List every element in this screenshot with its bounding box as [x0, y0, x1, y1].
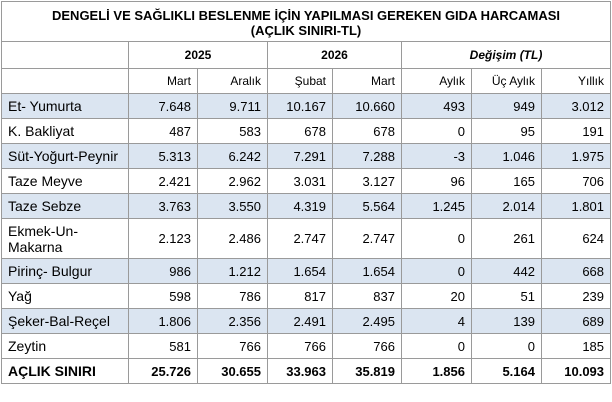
- table-title-line-2: (AÇLIK SINIRI-TL): [250, 22, 362, 38]
- header-empty-cell: [2, 42, 129, 69]
- row-label: Ekmek-Un-Makarna: [2, 219, 129, 259]
- row-label: Şeker-Bal-Reçel: [2, 309, 129, 334]
- cell-value: 7.648: [129, 94, 198, 119]
- cell-value: 3.550: [198, 194, 268, 219]
- table-row: [2, 219, 611, 259]
- subheader-uc-aylik: Üç Aylık: [472, 69, 542, 94]
- hunger-line-table-container: [1, 1, 611, 400]
- total-row: [2, 359, 611, 384]
- cell-value: 20: [402, 284, 472, 309]
- group-header-row: [2, 42, 611, 69]
- cell-value: 95: [472, 119, 542, 144]
- cell-value: 2.747: [333, 219, 402, 259]
- cell-value: 678: [333, 119, 402, 144]
- cell-value: 668: [542, 259, 611, 284]
- subheader-2026-subat: Şubat: [268, 69, 333, 94]
- cell-value: 10.660: [333, 94, 402, 119]
- cell-value: 7.288: [333, 144, 402, 169]
- cell-value: 5.564: [333, 194, 402, 219]
- row-label: Zeytin: [2, 334, 129, 359]
- hunger-line-table: [1, 1, 611, 384]
- cell-value: 0: [402, 119, 472, 144]
- cell-value: 1.654: [268, 259, 333, 284]
- cell-value: 2.123: [129, 219, 198, 259]
- header-2025: 2025: [129, 42, 268, 69]
- row-label: Yağ: [2, 284, 129, 309]
- header-change: Değişim (TL): [402, 42, 611, 69]
- total-label: AÇLIK SINIRI: [2, 359, 129, 384]
- total-value: 33.963: [268, 359, 333, 384]
- cell-value: 1.212: [198, 259, 268, 284]
- subheader-2025-mart: Mart: [129, 69, 198, 94]
- total-value: 35.819: [333, 359, 402, 384]
- row-label: Et- Yumurta: [2, 94, 129, 119]
- subheader-aylik: Aylık: [402, 69, 472, 94]
- cell-value: 3.012: [542, 94, 611, 119]
- subheader-empty-cell: [2, 69, 129, 94]
- cell-value: 1.245: [402, 194, 472, 219]
- cell-value: 0: [402, 334, 472, 359]
- table-row: [2, 169, 611, 194]
- cell-value: 493: [402, 94, 472, 119]
- cell-value: 766: [333, 334, 402, 359]
- cell-value: 1.046: [472, 144, 542, 169]
- cell-value: 706: [542, 169, 611, 194]
- cell-value: 0: [402, 259, 472, 284]
- row-label: Süt-Yoğurt-Peynir: [2, 144, 129, 169]
- cell-value: 598: [129, 284, 198, 309]
- cell-value: 5.313: [129, 144, 198, 169]
- cell-value: 7.291: [268, 144, 333, 169]
- cell-value: 2.747: [268, 219, 333, 259]
- row-label: K. Bakliyat: [2, 119, 129, 144]
- cell-value: 165: [472, 169, 542, 194]
- cell-value: 817: [268, 284, 333, 309]
- table-row: [2, 94, 611, 119]
- cell-value: 191: [542, 119, 611, 144]
- table-row: [2, 284, 611, 309]
- total-value: 1.856: [402, 359, 472, 384]
- subheader-row: [2, 69, 611, 94]
- cell-value: 766: [198, 334, 268, 359]
- cell-value: 9.711: [198, 94, 268, 119]
- table-row: [2, 144, 611, 169]
- cell-value: 766: [268, 334, 333, 359]
- cell-value: 786: [198, 284, 268, 309]
- total-value: 25.726: [129, 359, 198, 384]
- cell-value: 6.242: [198, 144, 268, 169]
- cell-value: 1.801: [542, 194, 611, 219]
- header-2026: 2026: [268, 42, 402, 69]
- subheader-yillik: Yıllık: [542, 69, 611, 94]
- cell-value: 2.486: [198, 219, 268, 259]
- cell-value: 624: [542, 219, 611, 259]
- cell-value: 986: [129, 259, 198, 284]
- cell-value: 1.975: [542, 144, 611, 169]
- cell-value: 2.491: [268, 309, 333, 334]
- cell-value: 1.806: [129, 309, 198, 334]
- cell-value: 583: [198, 119, 268, 144]
- cell-value: 3.763: [129, 194, 198, 219]
- cell-value: 139: [472, 309, 542, 334]
- row-label: Taze Sebze: [2, 194, 129, 219]
- table-row: [2, 194, 611, 219]
- cell-value: 0: [402, 219, 472, 259]
- cell-value: 185: [542, 334, 611, 359]
- total-value: 10.093: [542, 359, 611, 384]
- cell-value: 3.031: [268, 169, 333, 194]
- title-row: [2, 2, 611, 42]
- cell-value: 4: [402, 309, 472, 334]
- cell-value: 261: [472, 219, 542, 259]
- subheader-2025-aralik: Aralık: [198, 69, 268, 94]
- cell-value: 487: [129, 119, 198, 144]
- cell-value: 2.014: [472, 194, 542, 219]
- cell-value: 96: [402, 169, 472, 194]
- total-value: 30.655: [198, 359, 268, 384]
- cell-value: 10.167: [268, 94, 333, 119]
- cell-value: 2.356: [198, 309, 268, 334]
- table-title-line-1: DENGELİ VE SAĞLIKLI BESLENME İÇİN YAPILMASI GEREKEN GIDA HARCAMASI: [52, 7, 561, 23]
- cell-value: 239: [542, 284, 611, 309]
- subheader-2026-mart: Mart: [333, 69, 402, 94]
- cell-value: 4.319: [268, 194, 333, 219]
- row-label: Pirinç- Bulgur: [2, 259, 129, 284]
- cell-value: 3.127: [333, 169, 402, 194]
- total-value: 5.164: [472, 359, 542, 384]
- cell-value: 837: [333, 284, 402, 309]
- cell-value: 442: [472, 259, 542, 284]
- cell-value: 51: [472, 284, 542, 309]
- row-label: Taze Meyve: [2, 169, 129, 194]
- table-row: [2, 119, 611, 144]
- cell-value: 2.495: [333, 309, 402, 334]
- cell-value: 0: [472, 334, 542, 359]
- cell-value: 2.962: [198, 169, 268, 194]
- cell-value: 949: [472, 94, 542, 119]
- cell-value: 581: [129, 334, 198, 359]
- cell-value: 1.654: [333, 259, 402, 284]
- table-row: [2, 259, 611, 284]
- table-row: [2, 334, 611, 359]
- cell-value: 689: [542, 309, 611, 334]
- cell-value: -3: [402, 144, 472, 169]
- table-row: [2, 309, 611, 334]
- table-title: [2, 2, 611, 42]
- cell-value: 2.421: [129, 169, 198, 194]
- cell-value: 678: [268, 119, 333, 144]
